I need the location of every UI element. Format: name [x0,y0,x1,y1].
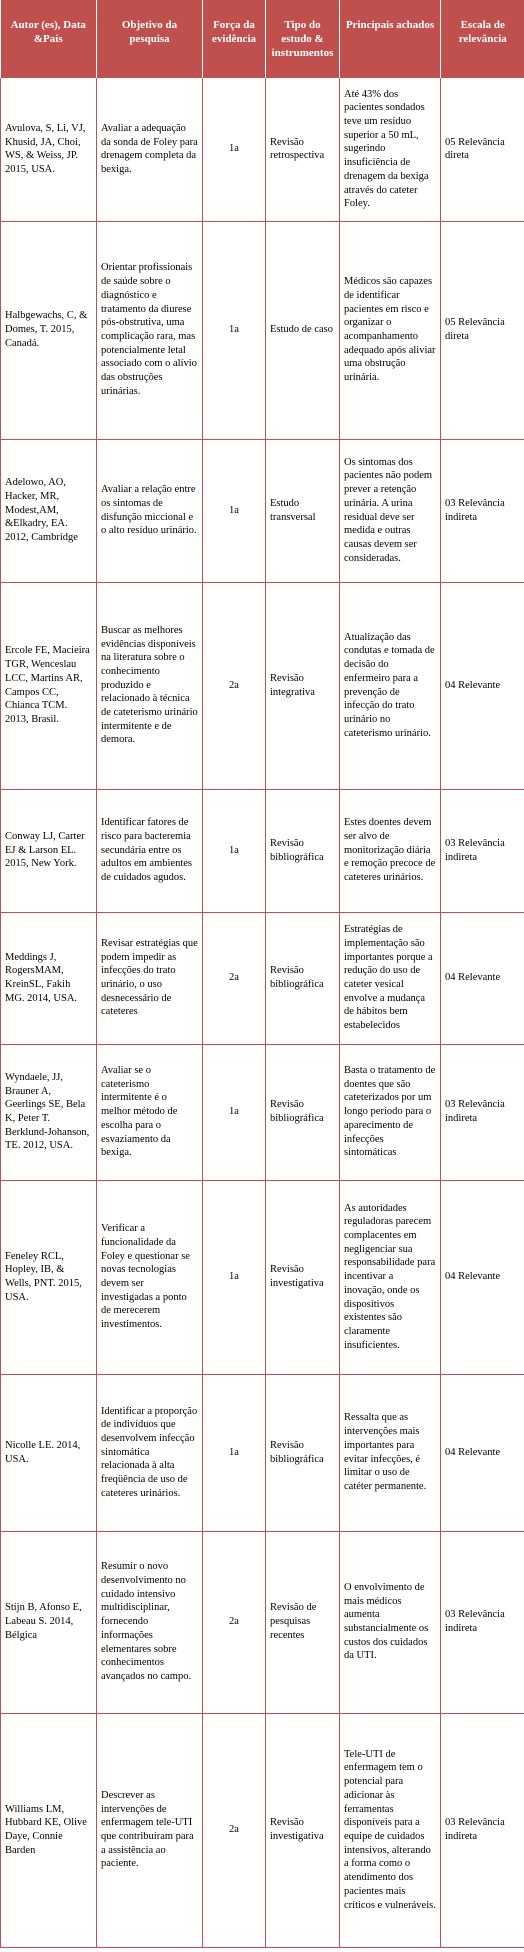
cell-objetivo: Descrever as intervenções de enfermagem tele-UTI que contribuíram para a assistência ao paciente. [97,1713,203,1947]
cell-forca: 1a [203,78,266,221]
cell-autor: Stijn B, Afonso E, Labeau S. 2014, Bélgica [1,1531,97,1713]
cell-autor: Williams LM, Hubbard KE, Olive Daye, Connie Barden [1,1713,97,1947]
cell-objetivo: Orientar profissionais de saúde sobre o diagnóstico e tratamento da diurese pós-obstrutiva, uma complicação rara, mas potencialmente letal associado com o alívio das obstruções urinárias. [97,221,203,439]
cell-escala: 03 Relevância indireta [441,1531,524,1713]
table-row [1,1713,524,1947]
cell-forca: 2a [203,1531,266,1713]
cell-tipo: Revisão retrospectiva [266,78,340,221]
table-row [1,439,524,582]
cell-tipo: Revisão bibliográfica [266,912,340,1044]
cell-autor: Avulova, S, Li, VJ, Khusid, JA, Choi, WS, & Weiss, JP. 2015, USA. [1,78,97,221]
cell-tipo: Estudo transversal [266,439,340,582]
cell-tipo: Revisão bibliográfica [266,789,340,912]
header-objetivo: Objetivo da pesquisa [97,0,203,78]
cell-achados: Basta o tratamento de doentes que são cateterizados por um longo período para o aparecimento de infecções sintomáticas [340,1044,441,1180]
table-header-row [1,0,524,78]
cell-objetivo: Avaliar a relação entre os sintomas de disfunção miccional e o alto resíduo urinário. [97,439,203,582]
cell-objetivo: Identificar a proporção de indivíduos que desenvolvem infecção sintomática relacionada à alta freqüência de uso de cateteres urinários. [97,1374,203,1531]
cell-objetivo: Avaliar se o cateterismo intermitente é o melhor método de escolha para o esvaziamento da bexiga. [97,1044,203,1180]
cell-achados: Atualização das condutas e tomada de decisão do enfermeiro para a prevenção de infecção do trato urinário no cateterismo urinário. [340,582,441,789]
cell-achados: Até 43% dos pacientes sondados teve um resíduo superior a 50 mL, sugerindo insuficiência de drenagem da bexiga através do cateter Foley. [340,78,441,221]
cell-tipo: Revisão investigativa [266,1180,340,1374]
header-autor: Autor (es), Data &País [1,0,97,78]
cell-forca: 2a [203,1713,266,1947]
cell-forca: 1a [203,221,266,439]
cell-tipo: Revisão integrativa [266,582,340,789]
table-row [1,1531,524,1713]
cell-autor: Halbgewachs, C, & Domes, T. 2015, Canadá. [1,221,97,439]
cell-objetivo: Verificar a funcionalidade da Foley e questionar se novas tecnologias devem ser investigadas a ponto de merecerem investimentos. [97,1180,203,1374]
cell-achados: Tele-UTI de enfermagem tem o potencial para adicionar às ferramentas disponíveis para a equipe de cuidados intensivos, alterando a forma como o atendimento dos pacientes mais críticos e vulneráveis. [340,1713,441,1947]
table-row [1,1374,524,1531]
cell-achados: Estratégias de implementação são importantes porque a redução do uso de cateter vesical envolve a mudança de hábitos bem estabelecidos [340,912,441,1044]
cell-forca: 1a [203,439,266,582]
cell-objetivo: Resumir o novo desenvolvimento no cuidado intensivo multidisciplinar, fornecendo informações elementares sobre conhecimentos avançados no campo. [97,1531,203,1713]
table-row [1,1044,524,1180]
cell-escala: 04 Relevante [441,582,524,789]
cell-achados: O envolvimento de mais médicos aumenta substancialmente os custos dos cuidados da UTI. [340,1531,441,1713]
cell-tipo: Estudo de caso [266,221,340,439]
cell-autor: Meddings J, RogersMAM, KreinSL, Fakih MG. 2014, USA. [1,912,97,1044]
cell-escala: 05 Relevância direta [441,221,524,439]
cell-escala: 04 Relevante [441,1374,524,1531]
table-row [1,1180,524,1374]
cell-forca: 1a [203,1374,266,1531]
cell-autor: Conway LJ, Carter EJ & Larson EL. 2015, New York. [1,789,97,912]
cell-escala: 03 Relevância indireta [441,789,524,912]
table-row [1,912,524,1044]
table-row [1,582,524,789]
cell-escala: 04 Relevante [441,1180,524,1374]
cell-escala: 05 Relevância direta [441,78,524,221]
cell-achados: Estes doentes devem ser alvo de monitorização diária e remoção precoce de cateteres urinários. [340,789,441,912]
cell-escala: 04 Relevante [441,912,524,1044]
cell-forca: 2a [203,582,266,789]
cell-achados: Médicos são capazes de identificar pacientes em risco e organizar o acompanhamento adequado após aliviar uma obstrução urinária. [340,221,441,439]
header-achados: Principais achados [340,0,441,78]
cell-autor: Ercole FE, Macieira TGR, Wenceslau LCC, Martins AR, Campos CC, Chianca TCM. 2013, Brasil. [1,582,97,789]
header-escala: Escala de relevância [441,0,524,78]
cell-achados: Ressalta que as intervenções mais importantes para evitar infecções, é limitar o uso de catéter permanente. [340,1374,441,1531]
cell-tipo: Revisão investigativa [266,1713,340,1947]
cell-autor: Nicolle LE. 2014, USA. [1,1374,97,1531]
cell-objetivo: Buscar as melhores evidências disponíveis na literatura sobre o conhecimento produzido e relacionado à técnica de cateterismo urinário intermitente e de demora. [97,582,203,789]
cell-forca: 1a [203,1044,266,1180]
cell-objetivo: Avaliar a adequação da sonda de Foley para drenagem completa da bexiga. [97,78,203,221]
table-row [1,789,524,912]
header-tipo: Tipo do estudo & instrumentos [266,0,340,78]
cell-achados: Os sintomas dos pacientes não podem prever a retenção urinária. A urina residual deve ser medida e outras causas devem ser consideradas. [340,439,441,582]
cell-tipo: Revisão de pesquisas recentes [266,1531,340,1713]
cell-objetivo: Revisar estratégias que podem impedir as infecções do trato urinário, o uso desnecessário de cateteres [97,912,203,1044]
cell-forca: 1a [203,1180,266,1374]
table-row [1,78,524,221]
cell-escala: 03 Relevância indireta [441,1044,524,1180]
cell-escala: 03 Relevância indireta [441,439,524,582]
header-forca: Força da evidência [203,0,266,78]
cell-tipo: Revisão bibliográfica [266,1044,340,1180]
cell-autor: Feneley RCL, Hopley, IB, & Wells, PNT. 2015, USA. [1,1180,97,1374]
cell-objetivo: Identificar fatores de risco para bacteremia secundária entre os adultos em ambientes de cuidados agudos. [97,789,203,912]
cell-forca: 1a [203,789,266,912]
cell-autor: Adelowo, AO, Hacker, MR, Modest,AM, &Elkadry, EA. 2012, Cambridge [1,439,97,582]
cell-achados: As autoridades reguladoras parecem complacentes em negligenciar sua responsabilidade para incentivar a inovação, onde os dispositivos existentes são claramente insuficientes. [340,1180,441,1374]
cell-forca: 2a [203,912,266,1044]
cell-escala: 03 Relevância indireta [441,1713,524,1947]
table-row [1,221,524,439]
cell-autor: Wyndaele, JJ, Brauner A, Geerlings SE, Bela K, Peter T. Berklund-Johanson, TE. 2012, USA. [1,1044,97,1180]
cell-tipo: Revisão bibliográfica [266,1374,340,1531]
